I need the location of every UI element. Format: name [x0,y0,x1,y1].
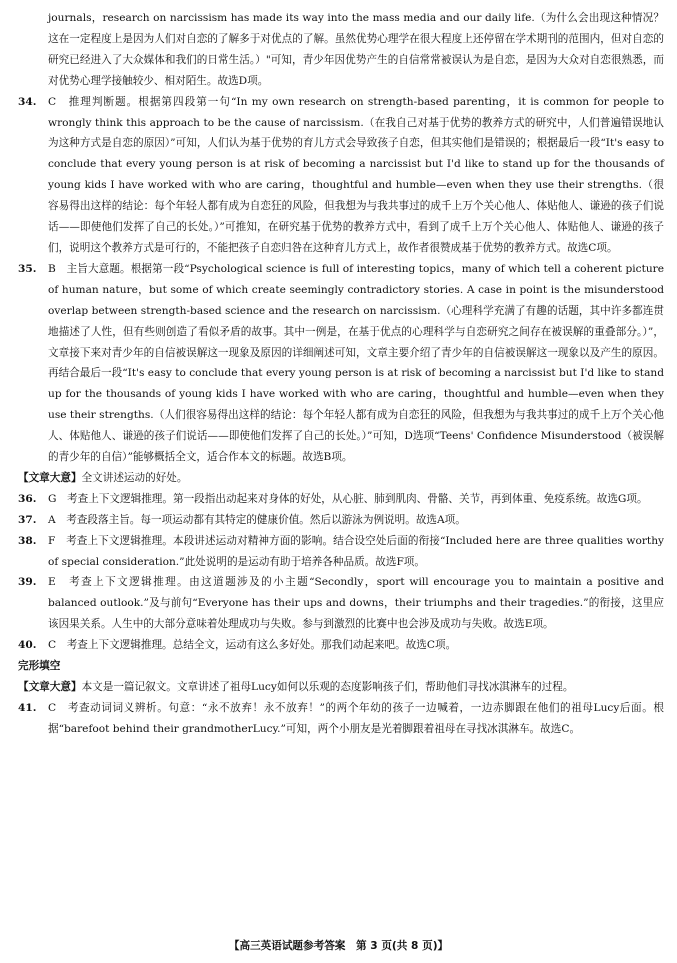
answer-explanation: F 考查上下文逻辑推理。本段讲述运动对精神方面的影响。结合设空处后面的衔接“Included here are three qualities worthy of special consideration.”此处说明的是运动有助于培养各种品质。故选F项。 [48,534,664,568]
answer-38 [18,531,664,573]
section-title: 完形填空 [18,660,61,673]
summary-label: 【文章大意】 [18,471,82,484]
question-number: 38. [18,534,37,547]
summary-text: 全文讲述运动的好处。 [81,471,188,484]
question-number: 34. [18,95,37,108]
question-number: 37. [18,513,37,526]
question-number: 40. [18,639,37,652]
answer-39 [18,572,664,635]
answer-explanation: G 考查上下文逻辑推理。第一段指出动起来对身体的好处，从心脏、肺到肌肉、骨骼、关节，再到体重、免疫系统。故选G项。 [48,492,648,505]
question-number: 41. [18,701,37,714]
answer-explanation: B 主旨大意题。根据第一段“Psychological science is full of interesting topics，many of which tell a coherent picture of human nature，but some of which create seemingly contradictory stories. A case in point is the misunderstood overlap between strength-based science and the research on narcissism.（心理科学充满了有趣的话题，其中许多都连贯地描述了人性，但有些则创造了看似矛盾的故事。其中一例是，在基于优点的心理科学与自恋研究之间存在被误解的重叠部分。）”，文章接下来对青少年的自信被误解这一现象及原因的详细阐述可知，文章主要介绍了青少年的自信被误解这一现象以及产生的原因。再结合最后一段“It's easy to conclude that every young person is at risk of becoming a narcissist but I'd like to stand up for the thousands of young kids I have worked with who are caring，thoughtful and humble—even when they use their strengths.（人们很容易得出这样的结论：每个年轻人都有成为自恋狂的风险，但我想为与我共事过的成千上万个关心他人、体贴他人、谦逊的孩子们说话——即使他们发挥了自己的长处。）”可知，D选项“Teens' Confidence Misunderstood（被误解的青少年的自信）”能够概括全文，适合作本文的标题。故选B项。 [48,262,664,464]
answer-37 [18,510,664,531]
answer-explanation: C 考查动词词义辨析。句意：“永不放弃！永不放弃！”的两个年幼的孩子一边喊着，一边赤脚跟在他们的祖母Lucy后面。根据“barefoot behind their grandmotherLucy.”可知，两个小朋友是光着脚跟着祖母在寻找冰淇淋车。故选C。 [48,701,664,735]
summary-label: 【文章大意】 [18,681,82,693]
article-summary [18,677,664,698]
answer-explanation: C 考查上下文逻辑推理。总结全文，运动有这么多好处。那我们动起来吧。故选C项。 [48,639,457,652]
answer-41 [18,698,664,740]
question-number: 39. [18,576,37,589]
answer-40 [18,635,664,656]
question-number: 35. [18,262,37,275]
article-summary [18,468,664,489]
answer-page [18,8,664,740]
answer-explanation: A 考查段落主旨。每一项运动都有其特定的健康价值。然后以游泳为例说明。故选A项。 [48,513,466,526]
question-number: 36. [18,492,37,505]
page-footer: 【高三英语试题参考答案 第 3 页(共 8 页)】 [228,940,449,952]
summary-text: 本文是一篇记叙文。文章讲述了祖母Lucy如何以乐观的态度影响孩子们，帮助他们寻找冰淇淋车的过程。 [81,681,574,693]
answer-explanation: E 考查上下文逻辑推理。由这道题涉及的小主题“Secondly，sport will encourage you to maintain a positive and balanced outlook.”及与前句“Everyone has their ups and downs，their triumphs and their tragedies.”的衔接，这里应该因果关系。人生中的大部分意味着处理成功与失败。参与到激烈的比赛中也会涉及成功与失败。故选E项。 [48,576,664,631]
answer-34 [18,92,664,259]
answer-35 [18,259,664,468]
continuation-paragraph: journals，research on narcissism has made its way into the mass media and our daily life.（为什么会出现这种情况？这在一定程度上是因为人们对自恋的了解多于对优点的了解。虽然优势心理学在很大程度上还停留在学术期刊的范围内，但对自恋的研究已经进入了大众媒体和我们的日常生活。）"可知，青少年因优势产生的自信常常被误认为是自恋，是因为大众对自恋很熟悉，而对优势心理学接触较少、相对陌生。故选D项。 [48,12,664,87]
answer-explanation: C 推理判断题。根据第四段第一句“In my own research on strength-based parenting，it is common for people to wrongly think this approach to be the cause of narcissism.（在我自己对基于优势的教养方式的研究中，人们普遍错误地认为这种方式是自恋的原因）”可知，人们认为基于优势的育儿方式会导致孩子自恋，但其实他们是错误的；根据最后一段“It's easy to conclude that every young person is at risk of becoming a narcissist but I'd like to stand up for the thousands of young kids I have worked with who are caring，thoughtful and humble—even when they use their strengths.（很容易得出这样的结论：每个年轻人都有成为自恋狂的风险，但我想为与我共事过的成千上万个关心他人、体贴他人、谦逊的孩子们说话——即使他们发挥了自己的长处。）”可推知，在研究基于优势的教养方式中，看到了成千上万个关心他人、体贴他人、谦逊的孩子们，说明这个教养方式是可行的，不能把孩子自恋归咎在这种育儿方式上，故作者很赞成基于优势的教养方式。故选C项。 [48,95,664,254]
answer-36 [18,489,664,510]
